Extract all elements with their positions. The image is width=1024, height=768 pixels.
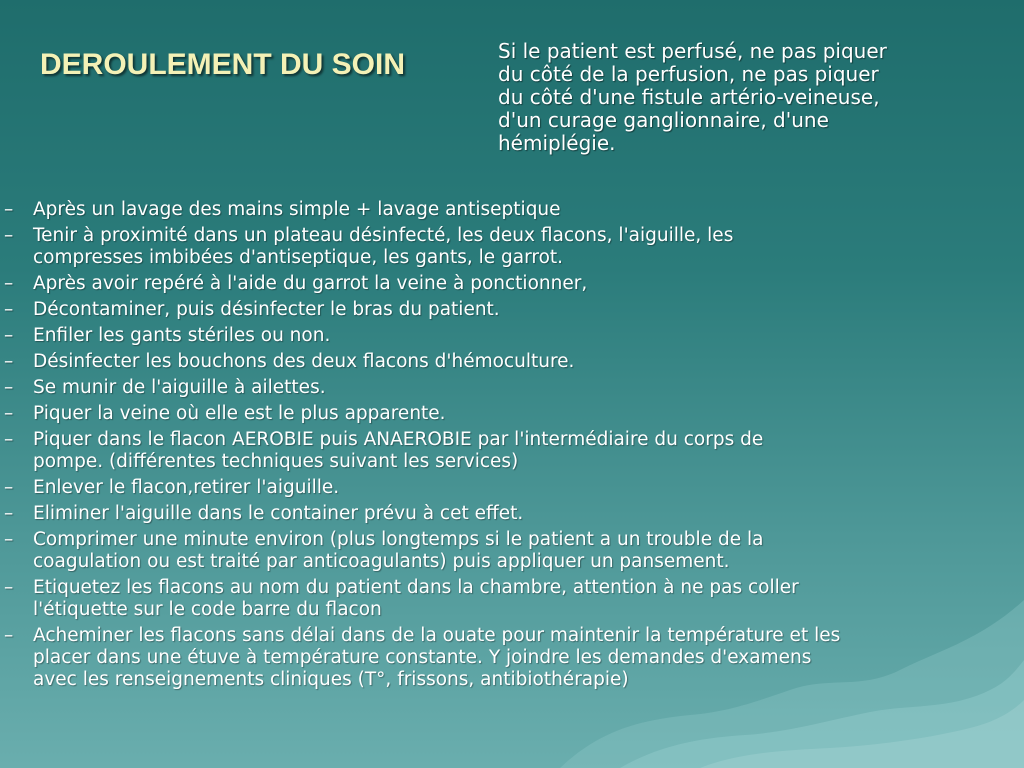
bullet-dash: – (4, 429, 14, 450)
step-line: Comprimer une minute environ (plus longtemps si le patient a un trouble de la (33, 529, 764, 550)
step-item (4, 477, 1024, 499)
step-line: Enfiler les gants stériles ou non. (33, 325, 331, 346)
step-line: Piquer la veine où elle est le plus apparente. (33, 403, 446, 424)
step-line: pompe. (différentes techniques suivant les services) (33, 451, 519, 472)
step-item (4, 503, 1024, 525)
bullet-dash: – (4, 577, 14, 598)
step-line: Etiquetez les flacons au nom du patient dans la chambre, attention à ne pas coller (33, 577, 799, 598)
bullet-dash: – (4, 377, 14, 398)
step-item (4, 625, 1024, 691)
step-item (4, 403, 1024, 425)
step-item (4, 299, 1024, 321)
step-item (4, 225, 1024, 269)
bullet-dash: – (4, 529, 14, 550)
bullet-dash: – (4, 225, 14, 246)
note-line: hémiplégie. (498, 131, 616, 155)
step-line: Piquer dans le flacon AEROBIE puis ANAEROBIE par l'intermédiaire du corps de (33, 429, 764, 450)
step-line: avec les renseignements cliniques (T°, frissons, antibiothérapie) (33, 669, 629, 690)
step-line: Tenir à proximité dans un plateau désinfecté, les deux flacons, l'aiguille, les (33, 225, 734, 246)
step-item (4, 377, 1024, 399)
step-line: coagulation ou est traité par anticoagulants) puis appliquer un pansement. (33, 551, 730, 572)
bullet-dash: – (4, 403, 14, 424)
bullet-dash: – (4, 625, 14, 646)
procedure-steps-list (4, 199, 1024, 695)
step-line: Décontaminer, puis désinfecter le bras du patient. (33, 299, 500, 320)
bullet-dash: – (4, 199, 14, 220)
bullet-dash: – (4, 299, 14, 320)
step-line: compresses imbibées d'antiseptique, les gants, le garrot. (33, 247, 564, 268)
step-line: Eliminer l'aiguille dans le container prévu à cet effet. (33, 503, 524, 524)
step-line: Désinfecter les bouchons des deux flacons d'hémoculture. (33, 351, 575, 372)
bullet-dash: – (4, 477, 14, 498)
step-line: placer dans une étuve à température constante. Y joindre les demandes d'examens (33, 647, 812, 668)
bullet-dash: – (4, 273, 14, 294)
note-line: du côté d'une fistule artério-veineuse, (498, 85, 880, 109)
step-item (4, 325, 1024, 347)
step-line: Après un lavage des mains simple + lavage antiseptique (33, 199, 561, 220)
bullet-dash: – (4, 503, 14, 524)
step-item (4, 577, 1024, 621)
bullet-dash: – (4, 351, 14, 372)
step-line: Se munir de l'aiguille à ailettes. (33, 377, 326, 398)
step-line: Acheminer les flacons sans délai dans de la ouate pour maintenir la température et les (33, 625, 841, 646)
step-line: Enlever le flacon,retirer l'aiguille. (33, 477, 340, 498)
bullet-dash: – (4, 325, 14, 346)
step-line: l'étiquette sur le code barre du flacon (33, 599, 382, 620)
note-line: du côté de la perfusion, ne pas piquer (498, 62, 879, 86)
slide-title: DEROULEMENT DU SOIN (40, 48, 406, 81)
note-line: d'un curage ganglionnaire, d'une (498, 108, 829, 132)
note-line: Si le patient est perfusé, ne pas piquer (498, 39, 887, 63)
step-item (4, 529, 1024, 573)
step-item (4, 351, 1024, 373)
step-item (4, 199, 1024, 221)
warning-note (498, 40, 1018, 155)
step-item (4, 273, 1024, 295)
step-item (4, 429, 1024, 473)
step-line: Après avoir repéré à l'aide du garrot la veine à ponctionner, (33, 273, 588, 294)
